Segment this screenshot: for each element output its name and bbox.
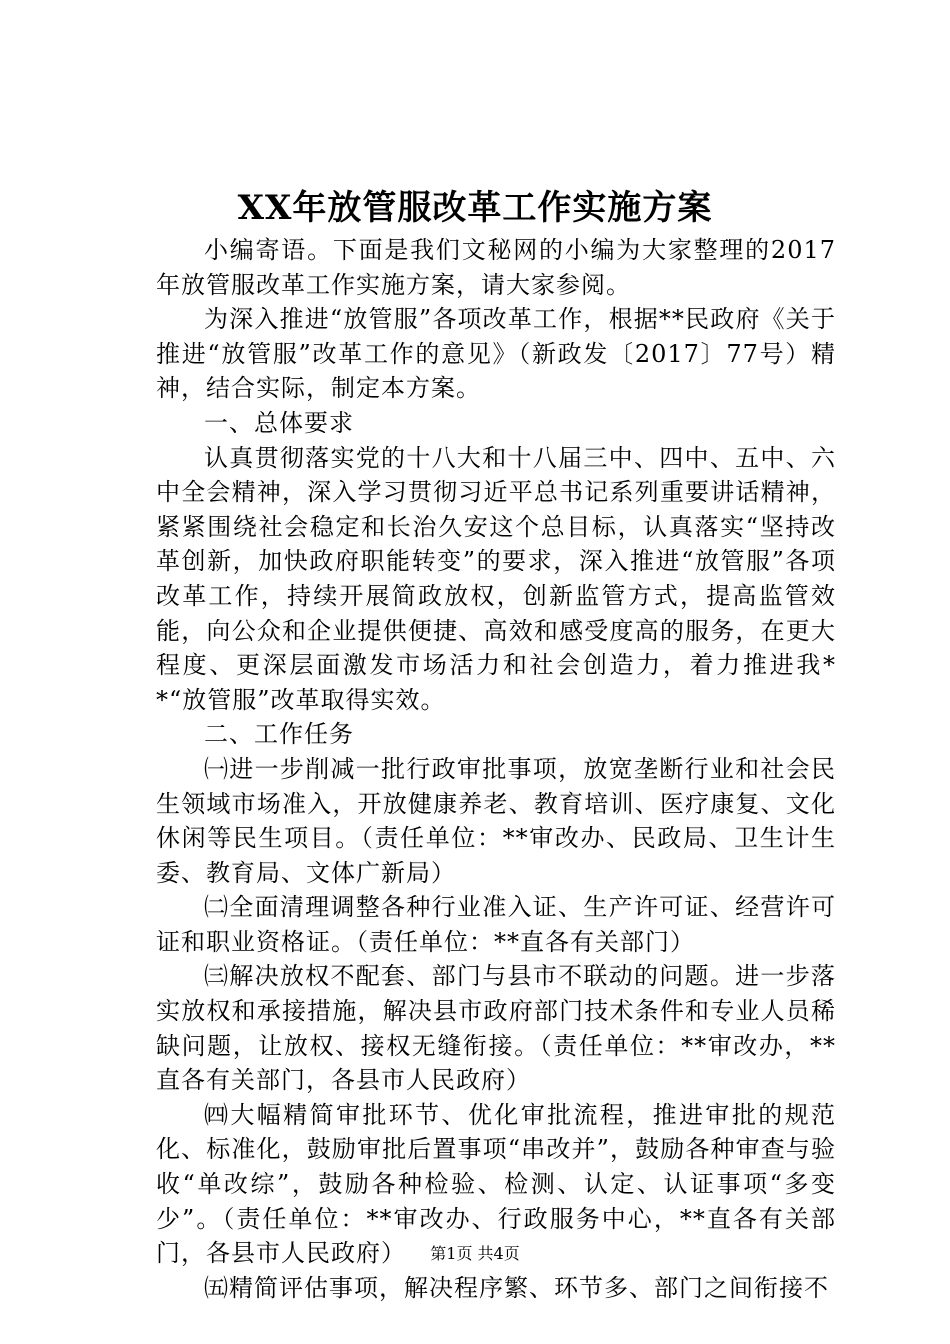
- document-body: [156, 233, 836, 1305]
- task-item-1: ㈠进一步削减一批行政审批事项，放宽垄断行业和社会民生领域市场准入，开放健康养老、教育培训、医疗康复、文化休闲等民生项目。（责任单位：**审改办、民政局、卫生计生委、教育局、文体广新局）: [156, 754, 836, 887]
- section-heading-general-requirements: 一、总体要求: [204, 408, 354, 437]
- page-number-footer: 第1页 共4页: [430, 1244, 520, 1263]
- task-item-3: ㈢解决放权不配套、部门与县市不联动的问题。进一步落实放权和承接措施，解决县市政府部门技术条件和专业人员稀缺问题，让放权、接权无缝衔接。（责任单位：**审改办，**直各有关部门，各县市人民政府）: [156, 962, 836, 1095]
- document-title: XX年放管服改革工作实施方案: [237, 188, 713, 228]
- section-heading-work-tasks: 二、工作任务: [204, 720, 354, 749]
- task-item-5: ㈤精简评估事项，解决程序繁、环节多、部门之间衔接不: [204, 1273, 829, 1302]
- task-item-4: ㈣大幅精简审批环节、优化审批流程，推进审批的规范化、标准化，鼓励审批后置事项“串改并”，鼓励各种审查与验收“单改综”，鼓励各种检验、检测、认定、认证事项“多变少”。（责任单位：**审改办、行政服务中心，**直各有关部门，各县市人民政府）: [156, 1100, 836, 1268]
- task-item-2: ㈡全面清理调整各种行业准入证、生产许可证、经营许可证和职业资格证。（责任单位：**直各有关部门）: [156, 893, 836, 956]
- general-requirements-paragraph: 认真贯彻落实党的十八大和十八届三中、四中、五中、六中全会精神，深入学习贯彻习近平总书记系列重要讲话精神，紧紧围绕社会稳定和长治久安这个总目标，认真落实“坚持改革创新，加快政府职能转变”的要求，深入推进“放管服”各项改革工作，持续开展简政放权，创新监管方式，提高监管效能，向公众和企业提供便捷、高效和感受度高的服务，在更大程度、更深层面激发市场活力和社会创造力，着力推进我**“放管服”改革取得实效。: [156, 443, 836, 714]
- purpose-paragraph: 为深入推进“放管服”各项改革工作，根据**民政府《关于推进“放管服”改革工作的意见》（新政发〔2017〕77号）精神，结合实际，制定本方案。: [156, 305, 836, 403]
- intro-paragraph: 小编寄语。下面是我们文秘网的小编为大家整理的2017年放管服改革工作实施方案，请大家参阅。: [156, 236, 836, 299]
